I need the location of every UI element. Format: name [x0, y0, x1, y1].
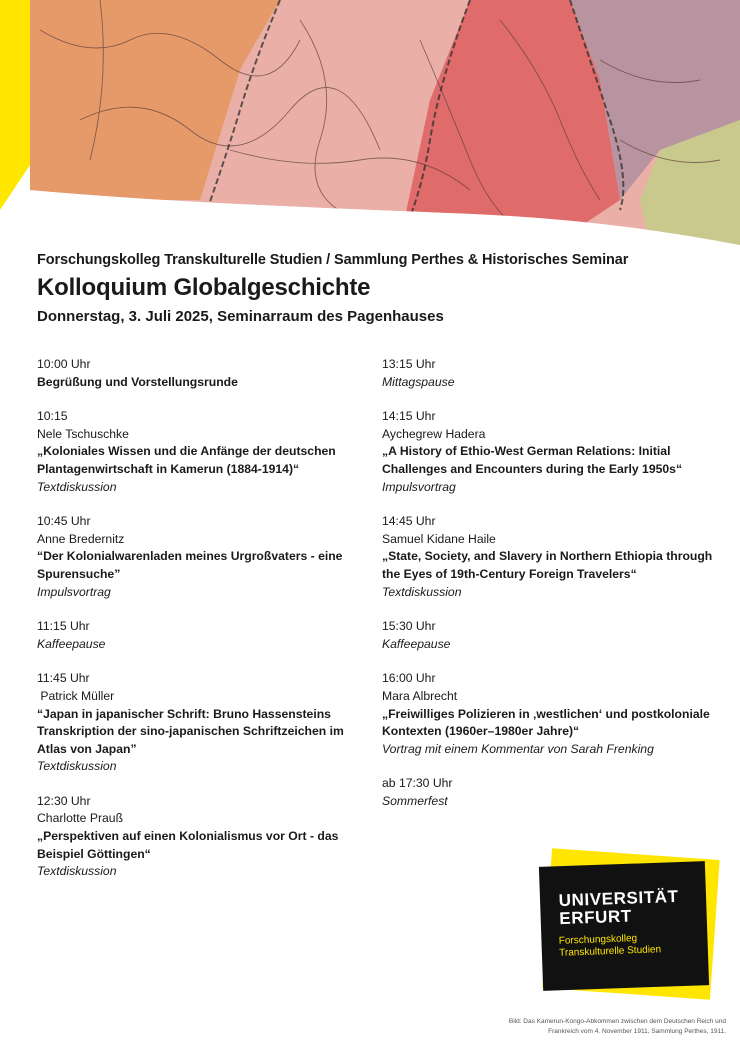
entry-time: 10:00 Uhr: [37, 357, 91, 371]
entry-time: 15:30 Uhr: [382, 619, 436, 634]
entry-title: „Koloniales Wissen und die Anfänge der deutschen Plantagenwirtschaft in Kamerun (1884-1914)“: [37, 444, 336, 476]
entry-title: „Perspektiven auf einen Kolonialismus vor Ort - das Beispiel Göttingen“: [37, 829, 339, 861]
logo-subline: [559, 932, 662, 960]
entry-format: Textdiskussion: [382, 584, 462, 599]
entry-format: Impulsvortrag: [37, 584, 111, 599]
header: [37, 252, 717, 325]
entry-format: Textdiskussion: [37, 864, 117, 879]
header-map-image: [0, 0, 740, 245]
entry-speaker: Charlotte Prauß: [37, 811, 124, 826]
schedule-entry: [382, 408, 717, 496]
schedule-entry: [382, 618, 717, 653]
caption-line-2: Frankreich vom 4. November 1911, Sammlung Perthes, 1911.: [548, 1028, 726, 1035]
entry-speaker: Samuel Kidane Haile: [382, 531, 496, 546]
entry-format: Kaffeepause: [37, 636, 106, 651]
entry-time: 12:30 Uhr: [37, 793, 91, 808]
logo-line-1: UNIVERSITÄT: [558, 886, 679, 911]
entry-format: Textdiskussion: [37, 479, 117, 494]
caption-line-1: Bild: Das Kamerun-Kongo-Abkommen zwischen dem Deutschen Reich und: [508, 1018, 726, 1025]
entry-title: Begrüßung und Vorstellungsrunde: [37, 374, 238, 389]
entry-time: 10:15: [37, 409, 68, 424]
entry-time: 11:15 Uhr: [37, 619, 90, 634]
entry-title: „State, Society, and Slavery in Northern Ethiopia through the Eyes of 19th-Century Foreign Travelers“: [382, 549, 713, 581]
entry-time: 13:15 Uhr: [382, 357, 436, 371]
entry-speaker: Mara Albrecht: [382, 688, 458, 703]
entry-title: „Freiwilliges Polizieren in ‚westlichen‘ und postkoloniale Kontexten (1960er–1980er Jahre)“: [382, 706, 710, 739]
entry-time: ab 17:30 Uhr: [382, 776, 453, 791]
university-logo: [541, 850, 719, 1000]
entry-speaker: Anne Bredernitz: [37, 531, 125, 546]
date-line: Donnerstag, 3. Juli 2025, Seminarraum des Pagenhauses: [37, 308, 444, 325]
schedule-right-column: [382, 356, 717, 827]
entry-speaker: Patrick Müller: [37, 688, 115, 703]
entry-format: Sommerfest: [382, 793, 448, 808]
schedule-entry: [382, 670, 717, 758]
entry-format: Kaffeepause: [382, 636, 451, 651]
logo-sub-1: Forschungskolleg: [558, 933, 638, 947]
schedule-entry: [382, 513, 717, 601]
entry-title: “Der Kolonialwarenladen meines Urgroßvaters - eine Spurensuche”: [37, 549, 343, 581]
entry-speaker: Aychegrew Hadera: [382, 426, 486, 441]
schedule-left-column: [37, 356, 355, 898]
entry-format: Mittagspause: [382, 374, 455, 389]
entry-time: 16:00 Uhr: [382, 671, 436, 686]
schedule-entry: [37, 356, 355, 391]
logo-sub-2: Transkulturelle Studien: [559, 944, 662, 959]
entry-time: 11:45 Uhr: [37, 671, 90, 686]
schedule-entry: [37, 793, 355, 881]
entry-format: Textdiskussion: [37, 759, 117, 774]
entry-time: 14:45 Uhr: [382, 514, 436, 529]
entry-format: Impulsvortrag: [382, 479, 456, 494]
entry-time: 14:15 Uhr: [382, 409, 436, 424]
organizer-line: Forschungskolleg Transkulturelle Studien / Sammlung Perthes & Historisches Seminar: [37, 252, 629, 268]
entry-speaker: Nele Tschuschke: [37, 426, 129, 441]
schedule-entry: [382, 775, 717, 810]
schedule-entry: [37, 670, 355, 776]
entry-time: 10:45 Uhr: [37, 514, 91, 529]
entry-title: “Japan in japanischer Schrift: Bruno Hassensteins Transkription der sino-japanischen Schriftzeichen im Atlas von Japan”: [37, 706, 344, 756]
schedule-entry: [37, 513, 355, 601]
page-title: Kolloquium Globalgeschichte: [37, 274, 371, 301]
logo-line-2: ERFURT: [559, 906, 633, 929]
schedule-entry: [382, 356, 717, 391]
schedule-entry: [37, 618, 355, 653]
entry-title: „A History of Ethio-West German Relations: Initial Challenges and Encounters during the Early 1950s“: [382, 444, 683, 476]
entry-format: Vortrag mit einem Kommentar von Sarah Frenking: [382, 741, 654, 756]
schedule-entry: [37, 408, 355, 496]
logo-wordmark: [558, 888, 679, 928]
image-caption: [426, 1017, 726, 1037]
